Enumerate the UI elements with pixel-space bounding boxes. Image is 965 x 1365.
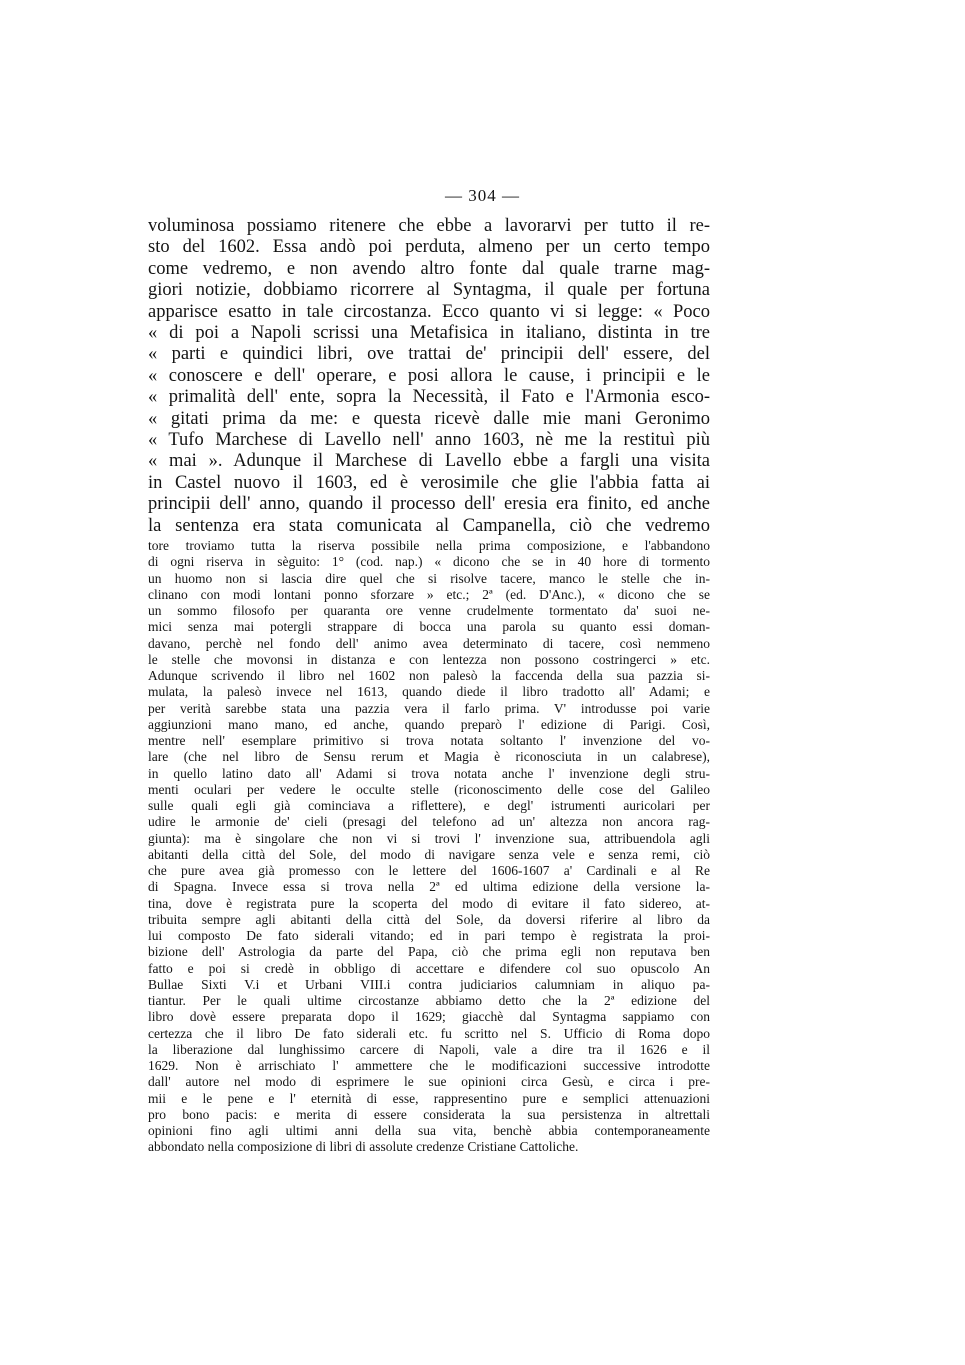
main-line: sto del 1602. Essa andò poi perduta, almeno per un certo tempo: [148, 237, 710, 258]
footnote-line: bizione dell' Astrologia da parte del Papa, ciò che prima egli non reputava ben: [148, 944, 710, 960]
footnote-line: che pure avea già promesso con le lettere del 1606-1607 a' Cardinali e al Re: [148, 863, 710, 878]
footnote-line: clinano con modi lontani ponno sforzare » etc.; 2ª (ed. D'Anc.), « dicono che se: [148, 586, 710, 602]
main-line: « primalità dell' ente, sopra la Necessità, il Fato e l'Armonia esco-: [148, 387, 710, 408]
footnote-line: lare (che nel libro de Sensu rerum et Magia è riconosciuta in un calabrese),: [148, 749, 710, 765]
main-line: in Castel nuovo il 1603, ed è verosimile che glie l'abbia fatta ai: [148, 472, 710, 493]
main-line: « Tufo Marchese di Lavello nell' anno 1603, nè me la restituì più: [148, 430, 710, 451]
main-line: « gitati prima da me: e questa ricevè dalle mie mani Geronimo: [148, 408, 710, 429]
footnote-line: fatto e poi si credè in obbligo di accettare e difendere col suo opuscolo An: [148, 960, 710, 976]
footnote-line: abbondato nella composizione di libri di assolute credenze Cristiane Cattoliche.: [148, 1139, 579, 1155]
footnote-line: davano, perchè nel fondo dell' animo avea determinato di tacere, così nemmeno: [148, 635, 710, 651]
footnote-line: le stelle che movonsi in distanza e con lentezza non possono costringerci » etc.: [148, 651, 710, 667]
footnote-text: [148, 538, 710, 1156]
footnote-line: mentre nell' esemplare primitivo si trova notata soltanto l' invenzione del vo-: [148, 733, 710, 748]
footnote-line: menti oculari per vedere le occulte stelle (riconoscimento delle cose del Galileo: [148, 781, 710, 797]
footnote-line: abitanti della città del Sole, del modo di navigare senza vele e senza remi, ciò: [148, 846, 710, 862]
main-line: principii dell' anno, quando il processo dell' eresia era finito, ed anche: [148, 494, 710, 515]
page-number: — 304 —: [445, 186, 520, 205]
footnote-line: tribuita sempre agli abitanti della città del Sole, da doversi riferire al libro da: [148, 911, 710, 927]
footnote-line: Bullae Sixti V.i et Urbani VIII.i contra judiciarios calumniam in aliquo pa-: [148, 976, 710, 992]
main-text: [148, 216, 710, 537]
footnote-line: dall' autore nel modo di esprimere le sue opinioni circa Gesù, e circa i pre-: [148, 1074, 710, 1090]
footnote-line: tina, dove è registrata pure la scoperta del modo di evitare il fato sidereo, at-: [148, 895, 710, 911]
footnote-line: tore troviamo tutta la riserva possibile nella prima composizione, e l'abbandono: [148, 538, 710, 553]
footnote-line: un sommo filosofo per quaranta ore venne crudelmente tormentato da' suoi ne-: [148, 603, 710, 618]
footnote-line: in quello latino dato all' Adami si trova notata anche l' invenzione degli stru-: [148, 765, 710, 781]
main-line: « mai ». Adunque il Marchese di Lavello ebbe a fargli una visita: [148, 451, 710, 472]
footnote-line: aggiunzioni mano mano, ed anche, quando preparò l' edizione di Parigi. Così,: [148, 716, 710, 732]
footnote-line: Adunque scrivendo il libro nel 1602 non palesò la faccenda della sua pazzia si-: [148, 668, 710, 683]
footnote-line: opinioni fino agli ultimi anni della sua vita, benchè abbia contemporaneamente: [148, 1123, 710, 1138]
main-line: « parti e quindici libri, ove trattai de' principii dell' essere, del: [148, 344, 710, 365]
footnote-line: la liberazione dal lunghissimo carcere di Napoli, vale a dire tra il 1626 e il: [148, 1041, 710, 1057]
main-line: apparisce esatto in tale circostanza. Ecco quanto vi si legge: « Poco: [148, 301, 710, 322]
footnote-line: mulata, la palesò invece nel 1613, quando diede il libro tradotto all' Adami; e: [148, 684, 710, 700]
footnote-line: 1629. Non è arrischiato l' ammettere che le modificazioni successive introdotte: [148, 1058, 710, 1073]
main-line: « conoscere e dell' operare, e posi allora le cause, i principii e le: [148, 365, 710, 386]
footnote-line: pro bono pacis: e merita di essere considerata la sua persistenza in altrettali: [148, 1106, 710, 1122]
footnote-line: per verità sarebbe stata una pazzia vera il farlo prima. V' introdusse poi varie: [148, 700, 710, 716]
footnote-line: di Spagna. Invece essa si trova nella 2ª ed ultima edizione della versione la-: [148, 879, 710, 895]
footnote-line: tiantur. Per le quali ultime circostanze abbiamo detto che la 2ª edizione del: [148, 993, 710, 1008]
footnote-line: un huomo non si lascia dire quel che si risolve tacere, manco le stelle che in-: [148, 570, 710, 586]
footnote-line: mii e le pene e l' eternità di esse, rappresentino pure e semplici attenuazioni: [148, 1090, 710, 1106]
footnote-line: udire le armonie de' cieli (presagi del telefono ad un' altezza non ancora rag-: [148, 814, 710, 830]
footnote-line: lui composto De fato siderali vitando; ed in pari tempo è registrata la proi-: [148, 928, 710, 943]
main-line: « di poi a Napoli scrissi una Metafisica in italiano, distinta in tre: [148, 323, 710, 344]
footnote-line: mici senza mai potergli strappare di bocca una parola su quanto essi doman-: [148, 619, 710, 635]
main-line: voluminosa possiamo ritenere che ebbe a lavorarvi per tutto il re-: [148, 216, 710, 236]
footnote-line: certezza che il libro De fato siderali etc. fu scritto nel S. Ufficio di Roma dopo: [148, 1025, 710, 1041]
footnote-line: giunta): ma è singolare che non vi si trovi l' invenzione sua, attribuendola agli: [148, 830, 710, 846]
footnote-line: sulle quali egli già cominciava a riflettere), e degl' istrumenti auricolari per: [148, 798, 710, 813]
main-line: come vedremo, e non avendo altro fonte dal quale trarne mag-: [148, 258, 710, 279]
main-line: giori notizie, dobbiamo ricorrere al Syntagma, il quale per fortuna: [148, 280, 710, 301]
footnote-line: libro dovè essere preparata dopo il 1629; giacchè dal Syntagma sappiamo con: [148, 1009, 710, 1025]
footnote-line: di ogni riserva in sèguito: 1° (cod. nap.) « dicono che se in 40 hore di tormento: [148, 554, 710, 570]
main-line: la sentenza era stata comunicata al Campanella, ciò che vedremo: [148, 515, 710, 536]
